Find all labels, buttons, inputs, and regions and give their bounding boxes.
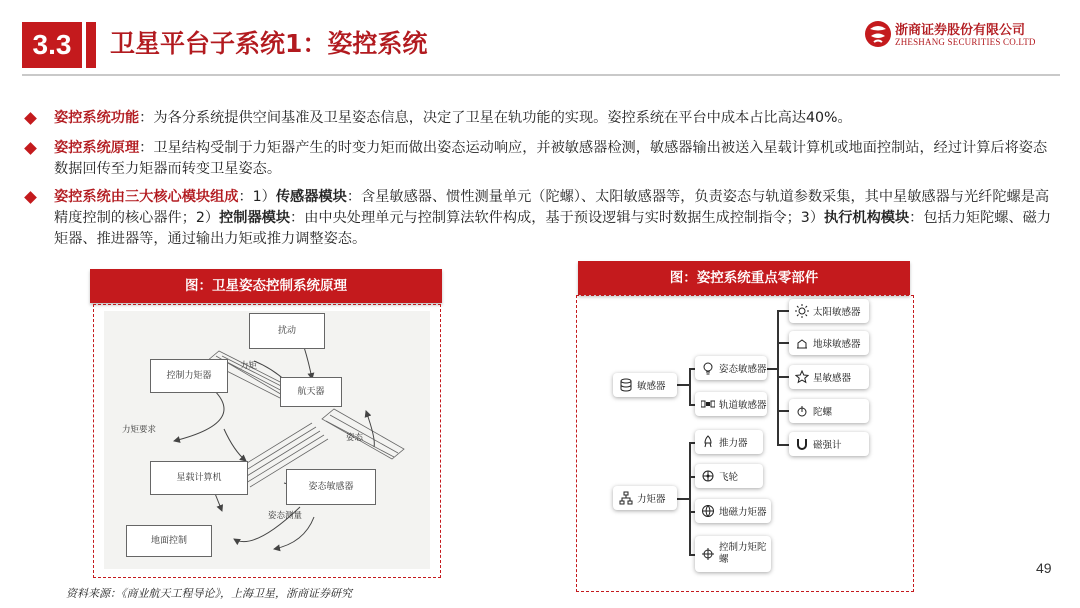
node-label: 姿态敏感器 bbox=[719, 364, 767, 375]
node-star-sensor bbox=[789, 365, 869, 389]
box-torquer: 控制力矩器 bbox=[150, 359, 228, 393]
bullet-label: 姿控系统功能 bbox=[54, 110, 140, 126]
bullet-text: ：含星敏感器、惯性测量单元（陀螺）、太阳敏感器等，负责姿态与轨道参数采集，其中星敏感器与光纤陀螺是高精度控制的核心器件；2） bbox=[54, 189, 1050, 226]
node-control-moment-gyro bbox=[695, 536, 771, 572]
node-label-line1: 控制力矩陀 bbox=[719, 542, 767, 553]
attitude-control-diagram bbox=[104, 311, 430, 569]
node-label: 飞轮 bbox=[719, 472, 739, 483]
figure-left-caption: 图：卫星姿态控制系统原理 bbox=[90, 269, 442, 303]
figure-right-frame bbox=[576, 295, 914, 592]
bullet-text: ：包括力矩陀螺、磁力矩器、推进器等，通过输出力矩或推力调整姿态。 bbox=[54, 210, 1052, 247]
star-icon bbox=[795, 370, 809, 384]
label-torque-requirement: 力矩要求 bbox=[122, 425, 157, 435]
module-controller: 控制器模块 bbox=[219, 210, 291, 226]
box-disturbance: 扰动 bbox=[249, 313, 325, 349]
node-label: 地球敏感器 bbox=[813, 339, 861, 350]
bullet-principle bbox=[26, 138, 1056, 182]
gyro-icon bbox=[795, 404, 809, 418]
node-magnetic-torquer bbox=[695, 499, 771, 523]
node-label: 力矩器 bbox=[637, 494, 666, 505]
page-title: 卫星平台子系统1：姿控系统 bbox=[110, 29, 428, 58]
box-attitude-sensor: 姿态敏感器 bbox=[286, 469, 376, 505]
sun-icon bbox=[795, 304, 809, 318]
bullet-label: 姿控系统由三大核心模块组成 bbox=[54, 189, 239, 205]
company-name-cn: 浙商证券股份有限公司 bbox=[895, 23, 1026, 38]
label-attitude: 姿态 bbox=[346, 433, 364, 443]
node-magnetometer bbox=[789, 432, 869, 456]
node-thruster bbox=[695, 430, 763, 454]
header-rule bbox=[22, 74, 1060, 76]
node-attitude-sensor bbox=[695, 356, 767, 380]
node-label: 轨道敏感器 bbox=[719, 400, 767, 411]
node-label: 敏感器 bbox=[637, 381, 666, 392]
bullet-function bbox=[26, 108, 1056, 130]
section-stripe bbox=[86, 22, 96, 68]
box-onboard-computer: 星载计算机 bbox=[150, 461, 248, 495]
node-label-line2: 螺 bbox=[719, 554, 729, 565]
bullet-text: ：由中央处理单元与控制算法软件构成，基于预设逻辑与实时数据生成控制指令；3） bbox=[290, 210, 825, 226]
node-label: 太阳敏感器 bbox=[813, 307, 861, 318]
module-actuator: 执行机构模块 bbox=[824, 210, 910, 226]
bullet-text: ：卫星结构受制于力矩器产生的时变力矩而做出姿态运动响应，并被敏感器检测，敏感器输出被送入星载计算机或地面控制站，经过计算后将姿态数据回传至力矩器而转变卫星姿态。 bbox=[54, 140, 1048, 177]
node-label: 陀螺 bbox=[813, 407, 833, 418]
page-number: 49 bbox=[1036, 560, 1052, 576]
node-label bbox=[719, 542, 767, 566]
company-logo-icon bbox=[864, 19, 892, 49]
bullet-diamond-icon bbox=[24, 142, 37, 155]
company-name-en: ZHESHANG SECURITIES CO.LTD bbox=[895, 37, 1036, 47]
database-icon bbox=[619, 378, 633, 392]
module-sensor: 传感器模块 bbox=[275, 189, 347, 205]
bullet-text: ：1） bbox=[238, 189, 276, 205]
node-label: 星敏感器 bbox=[813, 373, 852, 384]
box-ground-control: 地面控制 bbox=[126, 525, 212, 557]
box-spacecraft: 航天器 bbox=[280, 377, 342, 407]
node-gyro bbox=[789, 399, 869, 423]
node-label: 地磁力矩器 bbox=[719, 507, 767, 518]
section-number: 3.3 bbox=[22, 22, 82, 68]
bullet-diamond-icon bbox=[24, 112, 37, 125]
node-orbit-sensor bbox=[695, 392, 767, 416]
gyro-control-icon bbox=[701, 547, 715, 561]
node-flywheel bbox=[695, 464, 763, 488]
satellite-icon bbox=[701, 397, 715, 411]
rocket-icon bbox=[701, 435, 715, 449]
node-label: 磁强计 bbox=[813, 440, 842, 451]
figure-left-frame bbox=[93, 304, 441, 578]
node-sun-sensor bbox=[789, 299, 869, 323]
bulb-icon bbox=[701, 361, 715, 375]
node-torquer bbox=[613, 486, 677, 510]
magnet-icon bbox=[795, 437, 809, 451]
figure-right-caption: 图：姿控系统重点零部件 bbox=[578, 261, 910, 295]
globe-icon bbox=[701, 504, 715, 518]
label-attitude-measurement: 姿态测量 bbox=[268, 511, 303, 521]
bullet-text: ：为各分系统提供空间基准及卫星姿态信息，决定了卫星在轨功能的实现。姿控系统在平台中成本占比高达40%。 bbox=[139, 110, 852, 126]
flywheel-icon bbox=[701, 469, 715, 483]
earth-icon bbox=[795, 336, 809, 350]
node-sensors bbox=[613, 373, 677, 397]
node-earth-sensor bbox=[789, 331, 869, 355]
hierarchy-icon bbox=[619, 491, 633, 505]
bullet-modules bbox=[26, 187, 1056, 253]
bullet-diamond-icon bbox=[24, 191, 37, 204]
node-label: 推力器 bbox=[719, 438, 748, 449]
label-torque: 力矩 bbox=[240, 361, 258, 371]
bullet-label: 姿控系统原理 bbox=[54, 140, 140, 156]
source-note: 资料来源：《商业航天工程导论》，上海卫星，浙商证券研究 bbox=[66, 587, 352, 600]
